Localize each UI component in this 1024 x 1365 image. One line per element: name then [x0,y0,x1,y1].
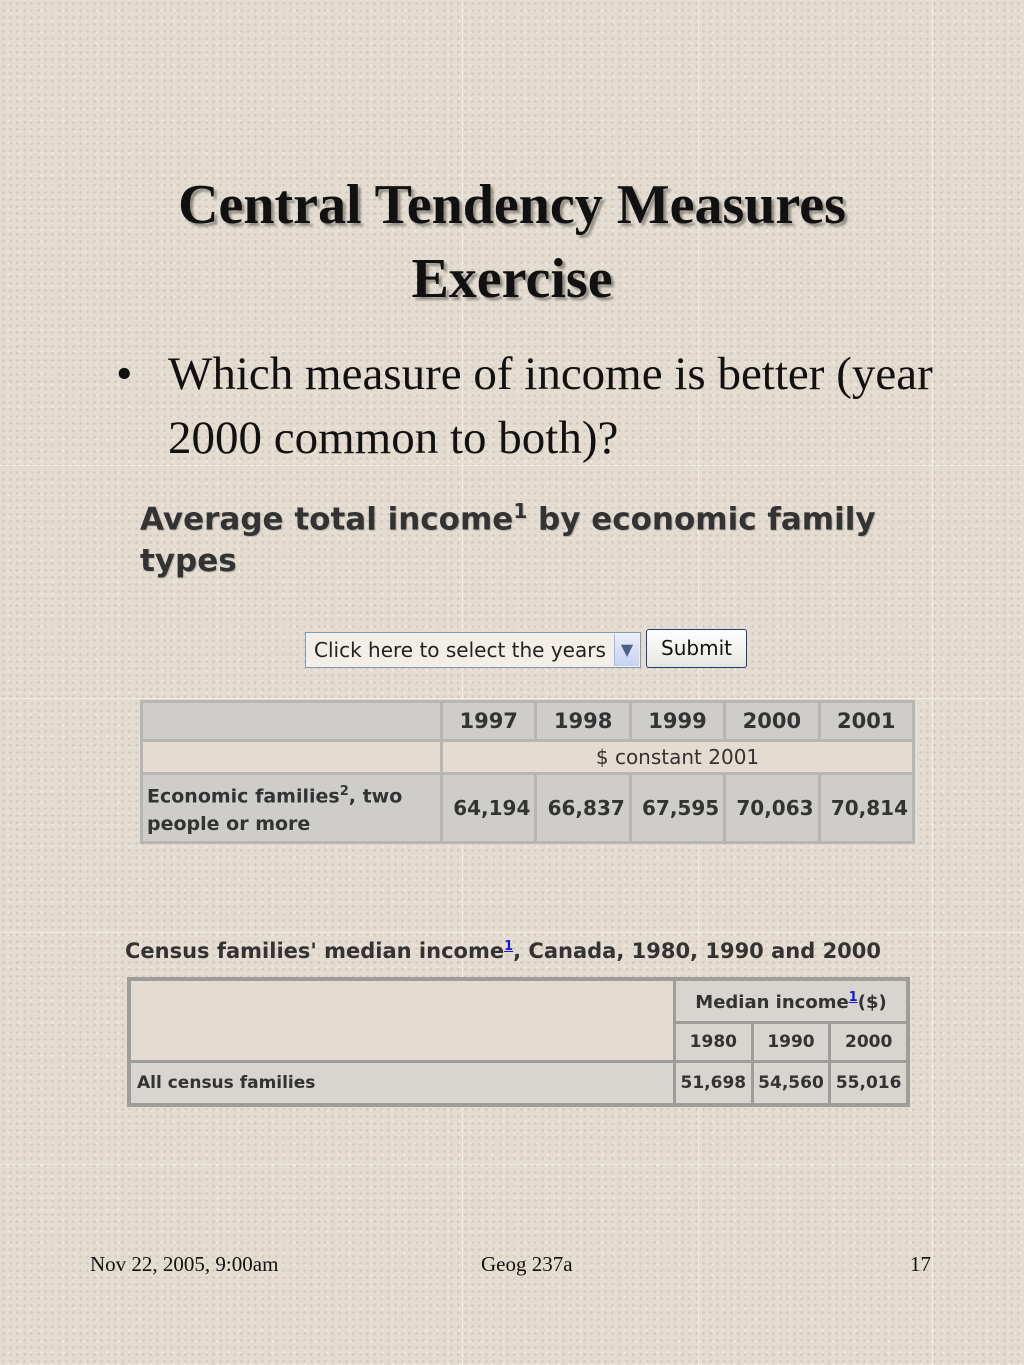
year-header: 2000 [831,1024,906,1060]
row-label-text: Economic families [147,785,340,808]
chevron-down-icon[interactable]: ▼ [614,634,639,666]
median-value: 55,016 [831,1063,906,1103]
corner-cell [143,703,440,739]
slide-title-line1: Central Tendency Measures [178,174,846,236]
unit-row [143,742,912,772]
average-income-table [140,700,915,844]
heading-text-rest: , Canada, 1980, 1990 and 2000 [513,939,882,963]
footnote-link[interactable]: 1 [848,989,858,1005]
median-value: 54,560 [754,1063,829,1103]
bullet-dot-icon: • [116,348,133,400]
median-income-header [676,981,906,1021]
median-income-heading [125,932,925,966]
row-label-text-rest: , two people or more [147,785,403,836]
corner-cell [131,981,673,1060]
year-header: 1980 [676,1024,751,1060]
slide-number: 17 [910,1252,931,1276]
year-header: 1999 [632,703,723,739]
background-grid-line [0,1164,1024,1165]
heading-text: Census families' median income [125,939,505,963]
submit-button[interactable]: Submit [646,629,747,668]
header-unit: ($) [857,991,887,1013]
table-header-row [143,703,912,739]
footnote-marker: 2 [339,783,349,799]
average-income-heading [140,490,900,582]
slide-title [60,168,964,316]
footnote-link[interactable]: 1 [504,939,514,954]
row-label [143,775,440,841]
blank-cell [143,742,440,772]
bullet-text: Which measure of income is better (year 2000 common to both)? [168,348,933,464]
table-row [131,1063,906,1103]
footer-course: Geog 237a [481,1252,573,1276]
heading-text-rest: by economic family types [140,501,876,580]
income-value: 67,595 [632,775,723,841]
income-value: 70,814 [821,775,912,841]
income-value: 70,063 [726,775,817,841]
median-value: 51,698 [676,1063,751,1103]
slide-title-line2: Exercise [411,248,613,310]
year-header: 1998 [537,703,628,739]
footer-date: Nov 22, 2005, 9:00am [90,1252,279,1276]
table-header-row [131,981,906,1021]
heading-text: Average total income [140,501,514,538]
year-select-dropdown[interactable] [305,632,641,668]
footnote-marker: 1 [513,499,528,523]
income-value: 64,194 [443,775,534,841]
income-value: 66,837 [537,775,628,841]
header-text: Median income [695,991,849,1013]
row-label: All census families [131,1063,673,1103]
year-header: 1990 [754,1024,829,1060]
year-select-placeholder: Click here to select the years [314,638,606,662]
year-header: 2000 [726,703,817,739]
unit-label: $ constant 2001 [443,742,912,772]
table-row [143,775,912,841]
median-income-table [127,977,910,1107]
background-grid-line [0,698,1024,699]
year-header: 2001 [821,703,912,739]
year-header: 1997 [443,703,534,739]
